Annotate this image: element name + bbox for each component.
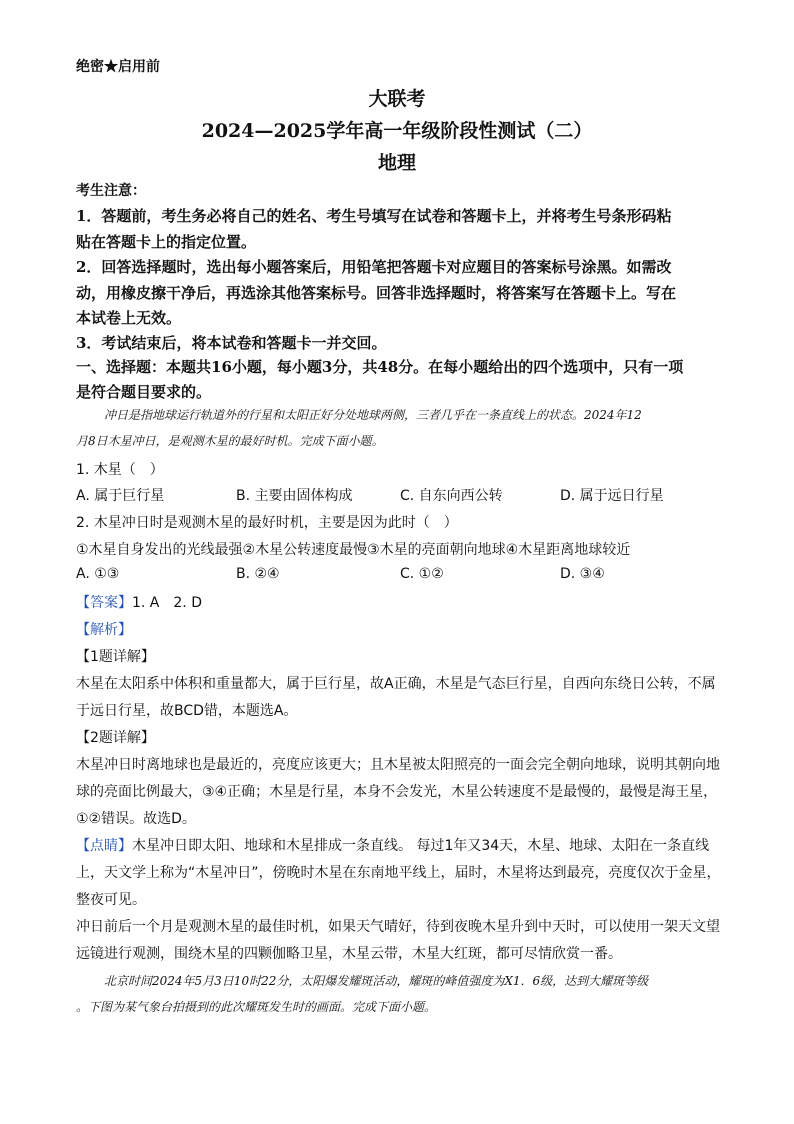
detail-2-line: 木星冲日时离地球也是最近的，亮度应该更大；且木星被太阳照亮的一面会完全朝向地球，说明其朝向地 [76,757,720,773]
question-1-option-d: D. 属于远日行星 [560,488,664,504]
question-2-option-a: A. ①③ [76,566,120,582]
passage-line: 北京时间2024年5月3日10时22分，太阳爆发耀斑活动，耀斑的峰值强度为X1．6级，达到大耀斑等级 [104,974,649,988]
notice-line: 本试卷上无效。 [76,309,182,327]
question-1-option-c: C. 自东向西公转 [400,488,503,504]
detail-1-label: 【1题详解】 [76,649,155,665]
notice-heading: 考生注意： [76,183,146,199]
passage-line: 月8日木星冲日，是观测木星的最好时机。完成下面小题。 [76,434,384,448]
answer-label: 【答案】 [76,595,132,611]
detail-2-label: 【2题详解】 [76,730,155,746]
analysis-label: 【解析】 [76,622,132,638]
detail-1-line: 于远日行星，故BCD错，本题选A。 [76,703,298,719]
detail-2-line: 球的亮面比例最大，③④正确；木星是行星，本身不会发光，木星公转速度不是最慢的，最慢是海王星， [76,784,718,800]
question-2-option-b: B. ②④ [236,566,280,582]
section-heading: 是符合题目要求的。 [76,383,212,401]
notice-line: 1．答题前，考生务必将自己的姓名、考生号填写在试卷和答题卡上，并将考生号条形码粘 [76,207,672,225]
secret-mark: 绝密★启用前 [76,59,160,75]
notice-line: 2．回答选择题时，选出每小题答案后，用铅笔把答题卡对应题目的答案标号涂黑。如需改 [76,258,672,276]
exam-subtitle: 2024—2025学年高一年级阶段性测试（二） [201,120,593,142]
answer-value: 1. A 2. D [132,595,202,611]
exam-title: 大联考 [368,88,426,110]
question-1-stem: 1. 木星（ ） [76,462,164,478]
question-2-items: ①木星自身发出的光线最强②木星公转速度最慢③木星的亮面朝向地球④木星距离地球较近 [76,542,631,558]
passage-line: 冲日是指地球运行轨道外的行星和太阳正好分处地球两侧，三者几乎在一条直线上的状态。2024年12 [104,408,642,422]
question-1-option-a: A. 属于巨行星 [76,488,165,504]
question-1-option-b: B. 主要由固体构成 [236,488,353,504]
tip-line: 整夜可见。 [76,892,146,908]
detail-2-line: ①②错误。故选D。 [76,811,196,827]
question-2-option-d: D. ③④ [560,566,605,582]
passage-line: 。下图为某气象台拍摄到的此次耀斑发生时的画面。完成下面小题。 [76,1000,437,1014]
tip-line: 上，天文学上称为“木星冲日”，傍晚时木星在东南地平线上，届时，木星将达到最亮，亮度仅次于金星， [76,865,721,881]
tip-label: 【点睛】 [76,838,132,854]
question-2-option-c: C. ①② [400,566,444,582]
notice-line: 贴在答题卡上的指定位置。 [76,233,257,251]
tip-text: 木星冲日即太阳、地球和木星排成一条直线。 每过1年又34天，木星、地球、太阳在一条直线 [132,838,710,854]
question-2-stem: 2. 木星冲日时是观测木星的最好时机，主要是因为此时（ ） [76,515,458,531]
notice-line: 3．考试结束后，将本试卷和答题卡一并交回。 [76,334,387,352]
exam-subject: 地理 [377,152,416,174]
answer-line [76,592,202,612]
tip-line [76,835,709,855]
detail-1-line: 木星在太阳系中体积和重量都大，属于巨行星，故A正确，木星是气态巨行星，自西向东绕日公转，不属 [76,676,716,692]
section-heading: 一、选择题：本题共16小题，每小题3分，共48分。在每小题给出的四个选项中，只有一项 [76,358,684,376]
tip-line: 远镜进行观测，围绕木星的四颗伽略卫星，木星云带，木星大红斑，都可尽情欣赏一番。 [76,946,622,962]
tip-line: 冲日前后一个月是观测木星的最佳时机，如果天气晴好，待到夜晚木星升到中天时，可以使用一架天文望 [76,919,720,935]
notice-line: 动，用橡皮擦干净后，再选涂其他答案标号。回答非选择题时，将答案写在答题卡上。写在 [76,284,677,302]
